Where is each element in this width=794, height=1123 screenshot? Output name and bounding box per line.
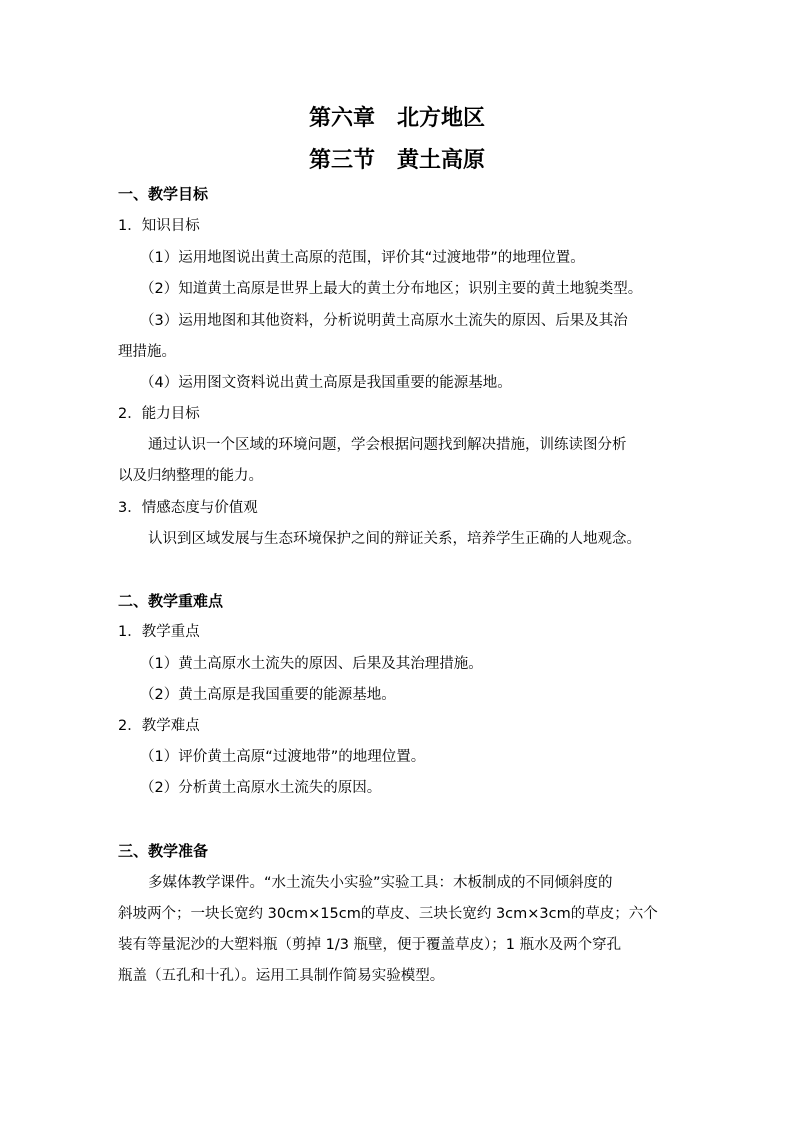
paragraph-line: 通过认识一个区域的环境问题，学会根据问题找到解决措施，训练读图分析	[148, 437, 627, 453]
subheading-attitude: 3．情感态度与价值观	[118, 500, 258, 516]
paragraph-line: 以及归纳整理的能力。	[118, 468, 263, 484]
section-heading-key-points: 二、教学重难点	[118, 592, 224, 610]
section-title: 第三节 黄土高原	[308, 147, 485, 173]
paragraph-line: 瓶盖（五孔和十孔）。运用工具制作简易实验模型。	[118, 968, 445, 984]
paragraph-line: （1）黄土高原水土流失的原因、后果及其治理措施。	[140, 656, 483, 672]
section-heading-objectives: 一、教学目标	[118, 185, 209, 203]
paragraph-line: 多媒体教学课件。“水土流失小实验”实验工具：木板制成的不同倾斜度的	[148, 875, 613, 891]
paragraph-line: 斜坡两个；一块长宽约 30cm×15cm的草皮、三块长宽约 3cm×3cm的草皮；六个	[118, 906, 658, 922]
paragraph-line: （1）运用地图说出黄土高原的范围，评价其“过渡地带”的地理位置。	[140, 250, 585, 266]
paragraph-line: 装有等量泥沙的大塑料瓶（剪掉 1/3 瓶壁，便于覆盖草皮）；1 瓶水及两个穿孔	[118, 937, 622, 953]
paragraph-line: （1）评价黄土高原“过渡地带”的地理位置。	[140, 749, 426, 765]
paragraph-line: （3）运用地图和其他资料，分析说明黄土高原水土流失的原因、后果及其治	[140, 313, 628, 329]
subheading-focus: 1．教学重点	[118, 624, 200, 640]
subheading-ability: 2．能力目标	[118, 406, 200, 422]
section-heading-preparation: 三、教学准备	[118, 842, 209, 860]
paragraph-line: 认识到区域发展与生态环境保护之间的辩证关系，培养学生正确的人地观念。	[148, 531, 641, 547]
paragraph-line: （4）运用图文资料说出黄土高原是我国重要的能源基地。	[140, 375, 512, 391]
subheading-difficulty: 2．教学难点	[118, 718, 200, 734]
paragraph-line: （2）知道黄土高原是世界上最大的黄土分布地区；识别主要的黄土地貌类型。	[140, 281, 643, 297]
paragraph-line: （2）分析黄土高原水土流失的原因。	[140, 780, 382, 796]
chapter-title: 第六章 北方地区	[308, 105, 485, 131]
paragraph-line: （2）黄土高原是我国重要的能源基地。	[140, 687, 396, 703]
paragraph-line: 理措施。	[118, 344, 176, 360]
subheading-knowledge: 1．知识目标	[118, 218, 200, 234]
